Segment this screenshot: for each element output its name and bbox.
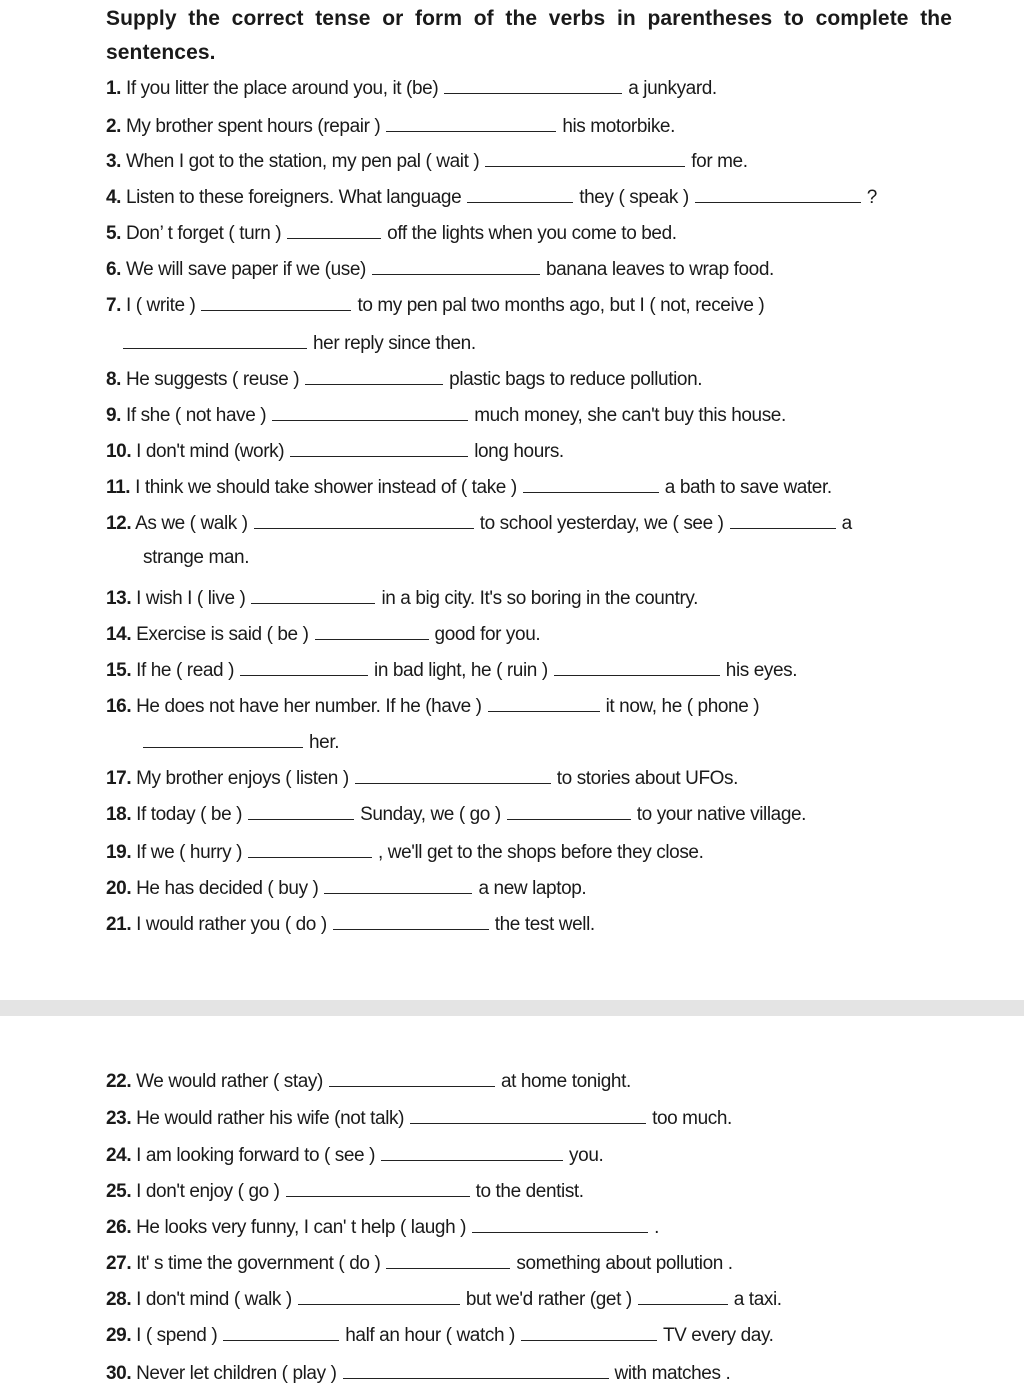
- question-9: [106, 401, 786, 429]
- question-text: to your native village.: [636, 804, 807, 825]
- question-12-continuation: [143, 545, 249, 571]
- answer-blank[interactable]: [223, 1321, 339, 1341]
- question-number: 23.: [106, 1108, 132, 1129]
- question-text: , we'll get to the shops before they close.: [378, 842, 704, 863]
- question-number: 5.: [106, 223, 122, 244]
- answer-blank[interactable]: [488, 692, 600, 712]
- question-number: 17.: [106, 768, 132, 789]
- answer-blank[interactable]: [523, 473, 659, 493]
- question-text: her reply since then.: [313, 333, 476, 354]
- question-text: much money, she can't buy this house.: [474, 405, 786, 426]
- question-number: 30.: [106, 1363, 132, 1384]
- question-11: [106, 473, 832, 501]
- answer-blank[interactable]: [355, 764, 551, 784]
- question-text: long hours.: [474, 441, 564, 462]
- question-10: [106, 437, 564, 465]
- question-21: [106, 910, 595, 938]
- answer-blank[interactable]: [254, 509, 474, 529]
- question-28: [106, 1285, 782, 1313]
- answer-blank[interactable]: [485, 147, 685, 167]
- question-number: 22.: [106, 1071, 132, 1092]
- page-divider: [0, 1000, 1024, 1016]
- answer-blank[interactable]: [410, 1104, 646, 1124]
- answer-blank[interactable]: [286, 1177, 470, 1197]
- question-4: [106, 183, 877, 211]
- question-text: He would rather his wife (not talk): [136, 1108, 405, 1129]
- question-text: My brother spent hours (repair ): [125, 116, 381, 137]
- question-text: I ( write ): [125, 295, 196, 316]
- question-number: 6.: [106, 259, 122, 280]
- question-text: it now, he ( phone ): [605, 696, 760, 717]
- answer-blank[interactable]: [472, 1213, 648, 1233]
- question-text: off the lights when you come to bed.: [387, 223, 677, 244]
- question-text: for me.: [691, 151, 748, 172]
- question-text: He looks very funny, I can' t help ( laugh ): [136, 1217, 467, 1238]
- answer-blank[interactable]: [248, 800, 354, 820]
- question-26: [106, 1213, 659, 1241]
- question-text: We would rather ( stay): [136, 1071, 323, 1092]
- question-text: My brother enjoys ( listen ): [136, 768, 349, 789]
- question-text: If today ( be ): [136, 804, 243, 825]
- answer-blank[interactable]: [372, 255, 540, 275]
- question-text: with matches .: [614, 1363, 731, 1384]
- question-number: 29.: [106, 1325, 132, 1346]
- question-text: As we ( walk ): [135, 513, 248, 534]
- question-number: 19.: [106, 842, 132, 863]
- question-text: a new laptop.: [478, 878, 587, 899]
- question-text: I wish I ( live ): [136, 588, 246, 609]
- question-number: 8.: [106, 369, 122, 390]
- answer-blank[interactable]: [381, 1141, 563, 1161]
- question-text: in bad light, he ( ruin ): [374, 660, 548, 681]
- answer-blank[interactable]: [343, 1359, 609, 1379]
- question-text: I am looking forward to ( see ): [136, 1145, 376, 1166]
- question-text: to stories about UFOs.: [556, 768, 739, 789]
- question-text: I don't enjoy ( go ): [136, 1181, 280, 1202]
- question-12: [106, 509, 852, 537]
- answer-blank[interactable]: [386, 1249, 510, 1269]
- answer-blank[interactable]: [333, 910, 489, 930]
- question-text: his eyes.: [725, 660, 798, 681]
- question-text: something about pollution .: [516, 1253, 733, 1274]
- question-text: TV every day.: [662, 1325, 774, 1346]
- question-number: 12.: [106, 513, 132, 534]
- question-text: If you litter the place around you, it (be): [125, 78, 439, 99]
- question-3: [106, 147, 748, 175]
- question-text: Don’ t forget ( turn ): [125, 223, 282, 244]
- answer-blank[interactable]: [315, 620, 429, 640]
- answer-blank[interactable]: [272, 401, 468, 421]
- question-2: [106, 112, 675, 140]
- question-text: strange man.: [143, 547, 250, 568]
- question-text: the test well.: [494, 914, 595, 935]
- answer-blank[interactable]: [298, 1285, 460, 1305]
- question-number: 16.: [106, 696, 132, 717]
- question-5: [106, 219, 677, 247]
- question-text: .: [654, 1217, 659, 1238]
- question-16-continuation: [143, 728, 339, 756]
- question-text: they ( speak ): [579, 187, 689, 208]
- question-text: a junkyard.: [628, 78, 717, 99]
- answer-blank[interactable]: [324, 874, 472, 894]
- answer-blank[interactable]: [521, 1321, 657, 1341]
- answer-blank[interactable]: [386, 112, 556, 132]
- question-16: [106, 692, 759, 720]
- answer-blank[interactable]: [143, 728, 303, 748]
- question-text: Exercise is said ( be ): [136, 624, 309, 645]
- question-text: He suggests ( reuse ): [125, 369, 300, 390]
- question-text: good for you.: [434, 624, 541, 645]
- question-number: 13.: [106, 588, 132, 609]
- answer-blank[interactable]: [123, 329, 307, 349]
- question-text: but we'd rather (get ): [465, 1289, 632, 1310]
- answer-blank[interactable]: [638, 1285, 728, 1305]
- answer-blank[interactable]: [329, 1067, 495, 1087]
- question-number: 26.: [106, 1217, 132, 1238]
- question-number: 7.: [106, 295, 122, 316]
- question-text: a: [841, 513, 852, 534]
- question-29: [106, 1321, 774, 1349]
- answer-blank[interactable]: [444, 74, 622, 94]
- question-text: her.: [309, 732, 340, 753]
- question-27: [106, 1249, 733, 1277]
- question-text: a bath to save water.: [664, 477, 832, 498]
- question-number: 9.: [106, 405, 122, 426]
- question-30: [106, 1359, 730, 1387]
- question-text: I don't mind ( walk ): [136, 1289, 292, 1310]
- question-13: [106, 584, 698, 612]
- question-number: 18.: [106, 804, 132, 825]
- answer-blank[interactable]: [695, 183, 861, 203]
- question-6: [106, 255, 774, 283]
- question-text: I don't mind (work): [136, 441, 285, 462]
- question-text: too much.: [652, 1108, 732, 1129]
- question-number: 1.: [106, 78, 122, 99]
- question-number: 27.: [106, 1253, 132, 1274]
- question-17: [106, 764, 738, 792]
- answer-blank[interactable]: [240, 656, 368, 676]
- question-14: [106, 620, 540, 648]
- question-text: at home tonight.: [500, 1071, 631, 1092]
- question-text: Sunday, we ( go ): [360, 804, 501, 825]
- question-number: 4.: [106, 187, 122, 208]
- instructions-heading: Supply the correct tense or form of the verbs in parentheses to complete the sentences.: [106, 7, 952, 64]
- question-text: If she ( not have ): [125, 405, 267, 426]
- answer-blank[interactable]: [287, 219, 381, 239]
- answer-blank[interactable]: [507, 800, 631, 820]
- question-text: I ( spend ): [136, 1325, 218, 1346]
- question-text: I think we should take shower instead of ( take ): [135, 477, 517, 498]
- question-text: He does not have her number. If he (have ): [136, 696, 482, 717]
- question-15: [106, 656, 797, 684]
- question-number: 24.: [106, 1145, 132, 1166]
- question-text: to school yesterday, we ( see ): [479, 513, 724, 534]
- question-number: 20.: [106, 878, 132, 899]
- answer-blank[interactable]: [730, 509, 836, 529]
- question-text: ?: [866, 187, 877, 208]
- question-23: [106, 1104, 732, 1132]
- question-text: you.: [569, 1145, 604, 1166]
- question-text: I would rather you ( do ): [136, 914, 327, 935]
- question-number: 3.: [106, 151, 122, 172]
- answer-blank[interactable]: [305, 365, 443, 385]
- question-text: He has decided ( buy ): [136, 878, 319, 899]
- question-number: 14.: [106, 624, 132, 645]
- question-text: We will save paper if we (use): [125, 259, 366, 280]
- question-text: to the dentist.: [475, 1181, 584, 1202]
- answer-blank[interactable]: [251, 584, 375, 604]
- question-number: 11.: [106, 477, 131, 498]
- question-text: If he ( read ): [136, 660, 234, 681]
- question-number: 28.: [106, 1289, 132, 1310]
- question-text: Listen to these foreigners. What language: [125, 187, 462, 208]
- question-text: When I got to the station, my pen pal ( wait ): [125, 151, 480, 172]
- question-24: [106, 1141, 603, 1169]
- question-text: Never let children ( play ): [136, 1363, 337, 1384]
- question-7: [106, 291, 764, 319]
- answer-blank[interactable]: [554, 656, 720, 676]
- question-text: a taxi.: [733, 1289, 782, 1310]
- question-text: his motorbike.: [562, 116, 675, 137]
- question-22: [106, 1067, 631, 1095]
- question-text: half an hour ( watch ): [345, 1325, 515, 1346]
- question-number: 21.: [106, 914, 132, 935]
- question-8: [106, 365, 702, 393]
- question-text: It' s time the government ( do ): [136, 1253, 381, 1274]
- question-19: [106, 838, 703, 866]
- question-number: 2.: [106, 116, 122, 137]
- question-20: [106, 874, 586, 902]
- answer-blank[interactable]: [201, 291, 351, 311]
- question-number: 15.: [106, 660, 132, 681]
- question-text: in a big city. It's so boring in the country.: [381, 588, 698, 609]
- question-25: [106, 1177, 584, 1205]
- question-7-continuation: [123, 329, 476, 357]
- question-number: 25.: [106, 1181, 132, 1202]
- answer-blank[interactable]: [248, 838, 372, 858]
- answer-blank[interactable]: [467, 183, 573, 203]
- question-18: [106, 800, 806, 828]
- question-text: banana leaves to wrap food.: [545, 259, 774, 280]
- question-number: 10.: [106, 441, 132, 462]
- answer-blank[interactable]: [290, 437, 468, 457]
- question-text: If we ( hurry ): [136, 842, 243, 863]
- question-text: plastic bags to reduce pollution.: [449, 369, 703, 390]
- question-text: to my pen pal two months ago, but I ( not, receive ): [357, 295, 765, 316]
- question-1: [106, 74, 717, 102]
